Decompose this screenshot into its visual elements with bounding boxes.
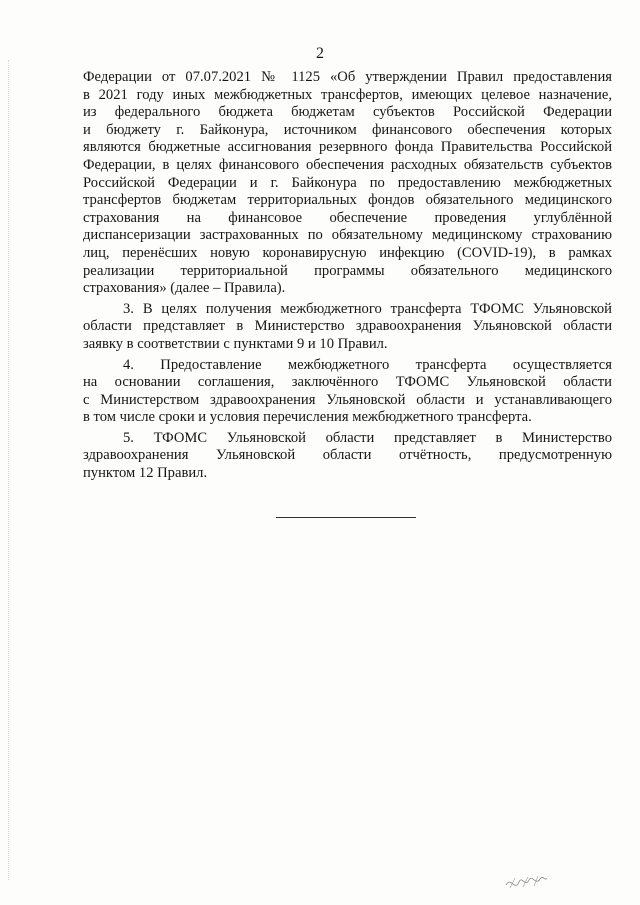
text-line: трансфертов бюджетам территориальных фондов обязательного медицинского [83, 192, 612, 209]
text-line: с Министерством здравоохранения Ульяновской области и устанавливающего [83, 391, 612, 408]
text-line: Российской Федерации и г. Байконура по предоставлению межбюджетных [83, 174, 612, 191]
document-body [83, 69, 612, 483]
text-line: и бюджету г. Байконура, источником финансового обеспечения которых [83, 121, 612, 138]
text-line: Федерации от 07.07.2021 № 1125 «Об утверждении Правил предоставления [83, 69, 612, 85]
text-line: 4. Предоставление межбюджетного трансферта осуществляется [123, 356, 612, 373]
text-line: являются бюджетные ассигнования резервного фонда Правительства Российской [83, 139, 612, 156]
text-line: страхования» (далее – Правила). [83, 280, 286, 297]
text-line: в том числе сроки и условия перечисления межбюджетного трансферта. [83, 409, 532, 426]
text-line: диспансеризации застрахованных по обязательному медицинскому страхованию [83, 227, 612, 244]
text-line: здравоохранения Ульяновской области отчётность, предусмотренную [83, 447, 612, 464]
paragraph-4 [83, 357, 612, 427]
text-line: области представляет в Министерство здравоохранения Ульяновской области [83, 318, 612, 335]
closing-divider-line [276, 517, 416, 518]
paragraph-3 [83, 301, 612, 354]
text-line: на основании соглашения, заключённого ТФОМС Ульяновской области [83, 374, 612, 391]
text-line: лиц, перенёсших новую коронавирусную инфекцию (COVID-19), в рамках [83, 244, 612, 261]
text-line: из федерального бюджета бюджетам субъектов Российской Федерации [83, 104, 612, 121]
text-line: в 2021 году иных межбюджетных трансфертов, имеющих целевое назначение, [83, 86, 612, 103]
scan-margin-marks [8, 60, 12, 880]
text-line: 3. В целях получения межбюджетного трансферта ТФОМС Ульяновской [123, 300, 612, 317]
paragraph-5 [83, 430, 612, 483]
text-line: страхования на финансовое обеспечение проведения углублённой [83, 209, 612, 226]
text-line: пунктом 12 Правил. [83, 465, 208, 482]
page-number: 2 [316, 45, 324, 62]
text-line: Федерации, в целях финансового обеспечения расходных обязательств субъектов [83, 156, 612, 173]
text-line: 5. ТФОМС Ульяновской области представляет в Министерство [123, 429, 612, 446]
signature-scribble-icon [503, 870, 549, 894]
paragraph-continuation [83, 69, 612, 298]
text-line: реализации территориальной программы обязательного медицинского [83, 262, 612, 279]
text-line: заявку в соответствии с пунктами 9 и 10 Правил. [83, 335, 388, 352]
